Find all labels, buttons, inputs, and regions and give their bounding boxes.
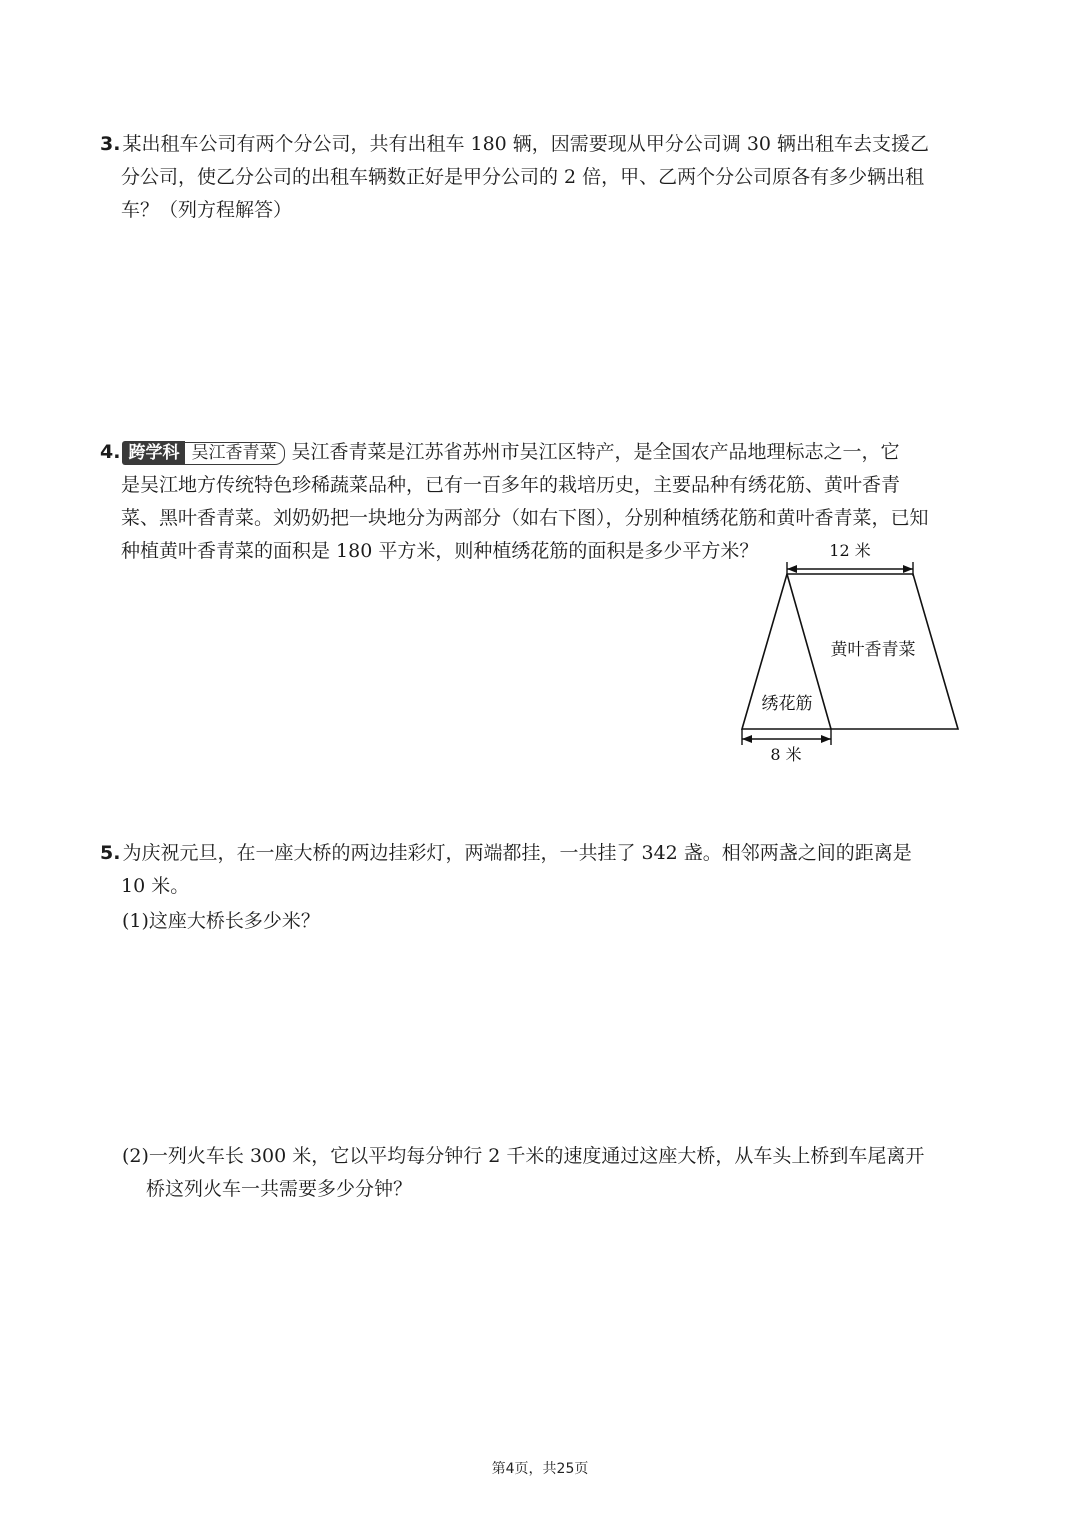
question-text-line: 是吴江地方传统特色珍稀蔬菜品种，已有一百多年的栽培历史，主要品种有绣花筋、黄叶香青 — [121, 474, 901, 496]
question-number: 3. — [100, 133, 121, 155]
sub-question-2 — [122, 1140, 982, 1206]
question-text-line: 吴江香青菜是江苏省苏州市吴江区特产，是全国农产品地理标志之一，它 — [291, 441, 900, 463]
question-5 — [100, 837, 980, 903]
region-label-right: 黄叶香青菜 — [830, 640, 916, 660]
question-text-line: 分公司，使乙分公司的出租车辆数正好是甲分公司的 2 倍，甲、乙两个分公司原各有多少辆出租 — [121, 166, 925, 188]
sub-question-1: (1)这座大桥长多少米？ — [122, 910, 320, 932]
topic-tag: 吴江香青菜 — [185, 442, 285, 465]
question-text-line: 车？（列方程解答） — [121, 199, 293, 221]
question-text-line: 种植黄叶香青菜的面积是 180 平方米，则种植绣花筋的面积是多少平方米？ — [121, 540, 759, 562]
region-label-left: 绣花筋 — [761, 694, 813, 714]
question-3 — [100, 128, 980, 227]
arrowhead-left — [787, 565, 797, 573]
question-text-line: 某出租车公司有两个分公司，共有出租车 180 辆，因需要现从甲分公司调 30 辆出租车去支援乙 — [122, 133, 930, 155]
field-diagram — [720, 540, 980, 770]
top-dimension-label: 12 米 — [829, 541, 871, 560]
page-footer: 第4页，共25页 — [491, 1461, 589, 1477]
question-number: 5. — [100, 842, 121, 864]
question-text-line: 为庆祝元旦，在一座大桥的两边挂彩灯，两端都挂，一共挂了 342 盏。相邻两盏之间的距离是 — [122, 842, 912, 864]
question-text-line: (2)一列火车长 300 米，它以平均每分钟行 2 千米的速度通过这座大桥，从车头上桥到车尾离开 — [122, 1145, 925, 1167]
arrowhead-right — [821, 735, 831, 743]
question-text-line: 菜、黑叶香青菜。刘奶奶把一块地分为两部分（如右下图），分别种植绣花筋和黄叶香青菜，已知 — [121, 507, 929, 529]
arrowhead-right — [903, 565, 913, 573]
arrowhead-left — [742, 735, 752, 743]
bottom-dimension-label: 8 米 — [770, 745, 802, 764]
question-number: 4. — [100, 441, 121, 463]
question-text-line: 桥这列火车一共需要多少分钟？ — [146, 1178, 413, 1200]
subject-tag: 跨学科 — [122, 441, 185, 465]
question-text-line: 10 米。 — [121, 875, 190, 897]
